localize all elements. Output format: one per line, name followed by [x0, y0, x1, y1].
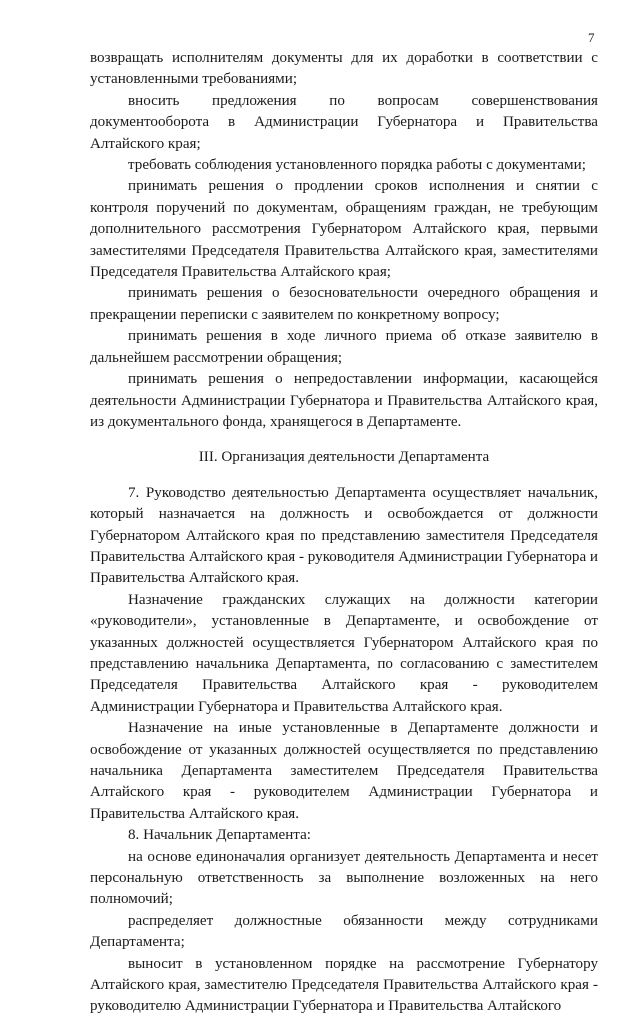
paragraph: возвращать исполнителям документы для их доработки в соответствии с установленными требованиями; — [90, 50, 598, 88]
paragraph: Назначение гражданских служащих на должности категории «руководители», установленные в Департаменте, и освобождение от указанных должностей осуществляется Губернатором Алтайского края по представлению начальника Департамента, по согласованию с заместителем Председателя Правительства Алтайского края - руководителем Администрации Губернатора и Правительства Алтайского края. — [90, 591, 598, 715]
paragraph: 8. Начальник Департамента: — [128, 827, 311, 844]
paragraph: на основе единоначалия организует деятельность Департамента и несет персональную ответственность за выполнение возложенных на него полномочий; — [90, 848, 598, 908]
paragraph: требовать соблюдения установленного порядка работы с документами; — [128, 157, 586, 174]
paragraph: принимать решения о безосновательности очередного обращения и прекращении переписки с заявителем по конкретному вопросу; — [90, 285, 598, 323]
paragraph: принимать решения в ходе личного приема об отказе заявителю в дальнейшем рассмотрении обращения; — [90, 328, 598, 366]
paragraph: распределяет должностные обязанности между сотрудниками Департамента; — [90, 912, 598, 951]
document-body — [90, 48, 598, 1018]
page-number: 7 — [588, 30, 595, 45]
paragraph: выносит в установленном порядке на рассмотрение Губернатору Алтайского края, заместителю Председателя Правительства Алтайского края - руководителю Администрации Губернатора и Правительства Алтайского — [90, 955, 598, 1015]
section-heading: III. Организация деятельности Департамента — [198, 449, 490, 466]
paragraph: вносить предложения по вопросам совершенствования документооборота в Администрации Губернатора и Правительства Алтайского края; — [90, 92, 598, 152]
paragraph: 7. Руководство деятельностью Департамента осуществляет начальник, который назначается на должность и освобождается от должности Губернатором Алтайского края по представлению заместителя Председателя Правительства Алтайского края - руководителя Администрации Губернатора и Правительства Алтайского края. — [90, 484, 598, 587]
paragraph: Назначение на иные установленные в Департаменте должности и освобождение от указанных должностей осуществляется по представлению начальника Департамента заместителем Председателя Правительства Алтайского края - руководителем Администрации Губернатора и Правительства Алтайского края. — [90, 720, 598, 822]
paragraph: принимать решения о непредоставлении информации, касающейся деятельности Администрации Губернатора и Правительства Алтайского края, из документального фонда, хранящегося в Департаменте. — [90, 371, 598, 430]
paragraph: принимать решения о продлении сроков исполнения и снятии с контроля поручений по документам, обращениям граждан, не требующим дополнительного рассмотрения Губернатором Алтайского края, первыми заместителями Председателя Правительства Алтайского края, заместителями Председателя Правительства Алтайского края; — [90, 178, 598, 281]
